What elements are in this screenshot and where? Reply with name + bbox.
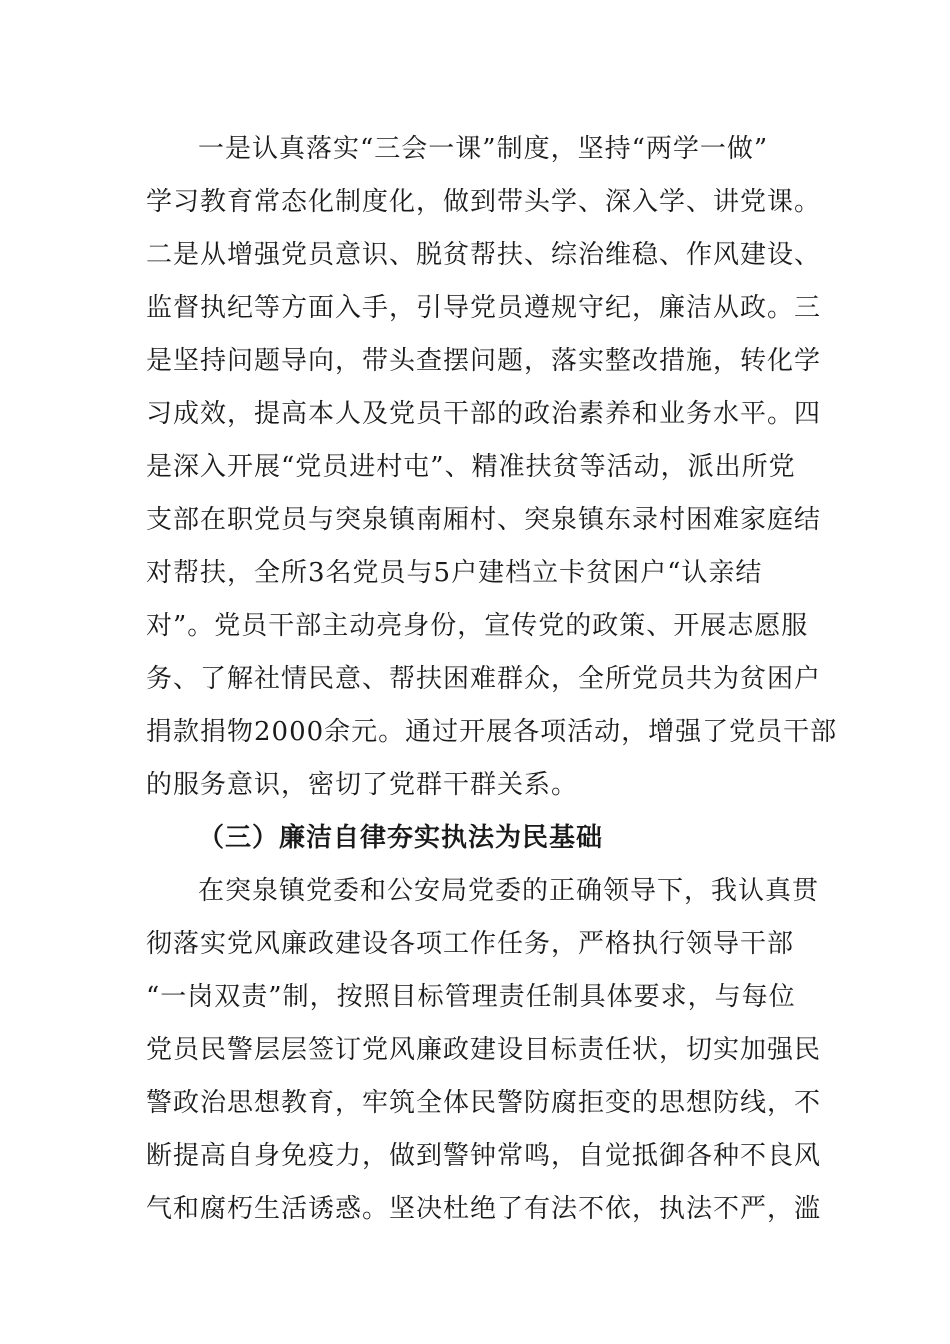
paragraph1-line-9: 对帮扶，全所3名党员与5户建档立卡贫困户“认亲结 (146, 558, 763, 588)
paragraph1-line-13: 的服务意识，密切了党群干群关系。 (146, 770, 579, 800)
paragraph1-line-7: 是深入开展“党员进村屯”、精准扶贫等活动，派出所党 (146, 452, 796, 482)
paragraph1-line-1: 一是认真落实“三会一课”制度，坚持“两学一做” (198, 134, 769, 164)
paragraph1-line-11: 务、了解社情民意、帮扶困难群众，全所党员共为贫困户 (146, 664, 822, 694)
paragraph1-line-8: 支部在职党员与突泉镇南厢村、突泉镇东录村困难家庭结 (146, 505, 822, 535)
paragraph2-line-2: 彻落实党风廉政建设各项工作任务，严格执行领导干部 (146, 929, 795, 959)
paragraph2-line-4: 党员民警层层签订党风廉政建设目标责任状，切实加强民 (146, 1035, 822, 1065)
paragraph2-line-5: 警政治思想教育，牢筑全体民警防腐拒变的思想防线，不 (146, 1088, 822, 1118)
paragraph1-line-5: 是坚持问题导向，带头查摆问题，落实整改措施，转化学 (146, 346, 822, 376)
paragraph1-line-12: 捐款捐物2000余元。通过开展各项活动，增强了党员干部 (146, 717, 838, 747)
section-heading: （三）廉洁自律夯实执法为民基础 (198, 823, 604, 853)
paragraph2-line-6: 断提高自身免疫力，做到警钟常鸣，自觉抵御各种不良风 (146, 1141, 822, 1171)
paragraph2-line-1: 在突泉镇党委和公安局党委的正确领导下，我认真贯 (198, 876, 820, 906)
paragraph1-line-4: 监督执纪等方面入手，引导党员遵规守纪，廉洁从政。三 (146, 293, 822, 323)
paragraph1-line-6: 习成效，提高本人及党员干部的政治素养和业务水平。四 (146, 399, 822, 429)
paragraph1-line-3: 二是从增强党员意识、脱贫帮扶、综治维稳、作风建设、 (146, 240, 822, 270)
paragraph2-line-3: “一岗双责”制，按照目标管理责任制具体要求，与每位 (146, 982, 796, 1012)
paragraph1-line-10: 对”。党员干部主动亮身份，宣传党的政策、开展志愿服 (146, 611, 809, 641)
paragraph1-line-2: 学习教育常态化制度化，做到带头学、深入学、讲党课。 (146, 187, 822, 217)
paragraph2-line-7: 气和腐朽生活诱惑。坚决杜绝了有法不依，执法不严，滥 (146, 1194, 822, 1224)
